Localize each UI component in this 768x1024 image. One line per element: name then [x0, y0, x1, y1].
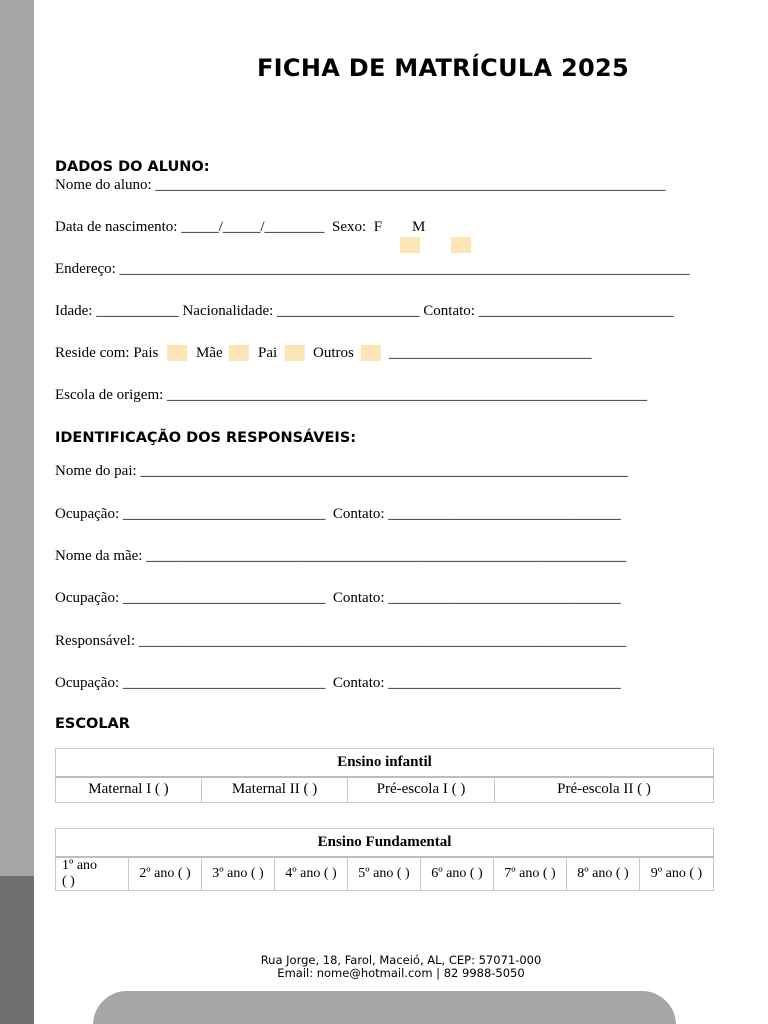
option-3-ano[interactable]: 3º ano ( )	[202, 857, 275, 891]
label-reside-pai: Pai	[258, 345, 278, 361]
table-ensino-infantil	[55, 748, 714, 803]
option-7-ano[interactable]: 7º ano ( )	[494, 857, 567, 891]
field-data-nascimento-sexo[interactable]: Data de nascimento: _____/_____/________ Sexo: F M	[55, 219, 426, 235]
field-nome-aluno[interactable]: Nome do aluno: ____________________________________________________________________	[55, 177, 666, 193]
option-maternal-2[interactable]: Maternal II ( )	[202, 777, 348, 803]
section-heading-responsaveis: IDENTIFICAÇÃO DOS RESPONSÁVEIS:	[55, 430, 357, 446]
table-title-infantil: Ensino infantil	[56, 749, 714, 777]
footer-address: Rua Jorge, 18, Farol, Maceió, AL, CEP: 57071-000	[260, 953, 542, 967]
label-reside-outros: Outros	[313, 345, 354, 361]
option-4-ano[interactable]: 4º ano ( )	[275, 857, 348, 891]
checkbox-reside-pai[interactable]	[285, 345, 305, 361]
footer-contact: Email: nome@hotmail.com | 82 9988-5050	[277, 966, 525, 980]
option-1-ano-label: 1º ano	[62, 857, 98, 873]
field-ocupacao-contato-mae[interactable]: Ocupação: ___________________________ Contato: _______________________________	[55, 590, 621, 606]
option-maternal-1[interactable]: Maternal I ( )	[56, 777, 202, 803]
table-title-fundamental: Ensino Fundamental	[56, 829, 714, 857]
field-escola-origem[interactable]: Escola de origem: ________________________________________________________________	[55, 387, 648, 403]
checkbox-reside-pais[interactable]	[167, 345, 187, 361]
option-1-ano[interactable]	[56, 857, 129, 891]
option-6-ano[interactable]: 6º ano ( )	[421, 857, 494, 891]
checkbox-sexo-m[interactable]	[451, 237, 471, 253]
option-1-ano-check: ( )	[62, 873, 75, 889]
field-responsavel[interactable]: Responsável: _________________________________________________________________	[55, 633, 627, 649]
sidebar-decoration-top	[0, 0, 34, 876]
section-heading-escolar: ESCOLAR	[55, 716, 130, 732]
option-pre-escola-1[interactable]: Pré-escola I ( )	[348, 777, 495, 803]
option-pre-escola-2[interactable]: Pré-escola II ( )	[495, 777, 714, 803]
checkbox-reside-mae[interactable]	[229, 345, 249, 361]
field-endereco[interactable]: Endereço: ____________________________________________________________________________	[55, 261, 690, 277]
checkbox-reside-outros[interactable]	[361, 345, 381, 361]
footer-decoration-shape	[93, 991, 676, 1024]
field-nome-pai[interactable]: Nome do pai: _________________________________________________________________	[55, 463, 628, 479]
field-nome-mae[interactable]: Nome da mãe: ________________________________________________________________	[55, 548, 627, 564]
section-heading-aluno: DADOS DO ALUNO:	[55, 159, 210, 175]
label-reside-mae: Mãe	[196, 345, 223, 361]
option-9-ano[interactable]: 9º ano ( )	[640, 857, 714, 891]
field-reside-outros[interactable]: ___________________________	[389, 345, 592, 361]
checkbox-sexo-f[interactable]	[400, 237, 420, 253]
label-reside-pais: Reside com: Pais	[55, 345, 159, 361]
page-title: FICHA DE MATRÍCULA 2025	[256, 54, 630, 82]
table-ensino-fundamental	[55, 828, 714, 891]
sidebar-decoration-bottom	[0, 876, 34, 1024]
option-5-ano[interactable]: 5º ano ( )	[348, 857, 421, 891]
field-ocupacao-contato-pai[interactable]: Ocupação: ___________________________ Contato: _______________________________	[55, 506, 621, 522]
option-8-ano[interactable]: 8º ano ( )	[567, 857, 640, 891]
field-ocupacao-contato-responsavel[interactable]: Ocupação: ___________________________ Contato: _______________________________	[55, 675, 621, 691]
field-idade-nacionalidade-contato[interactable]: Idade: ___________ Nacionalidade: ___________________ Contato: __________________________	[55, 303, 674, 319]
option-2-ano[interactable]: 2º ano ( )	[129, 857, 202, 891]
